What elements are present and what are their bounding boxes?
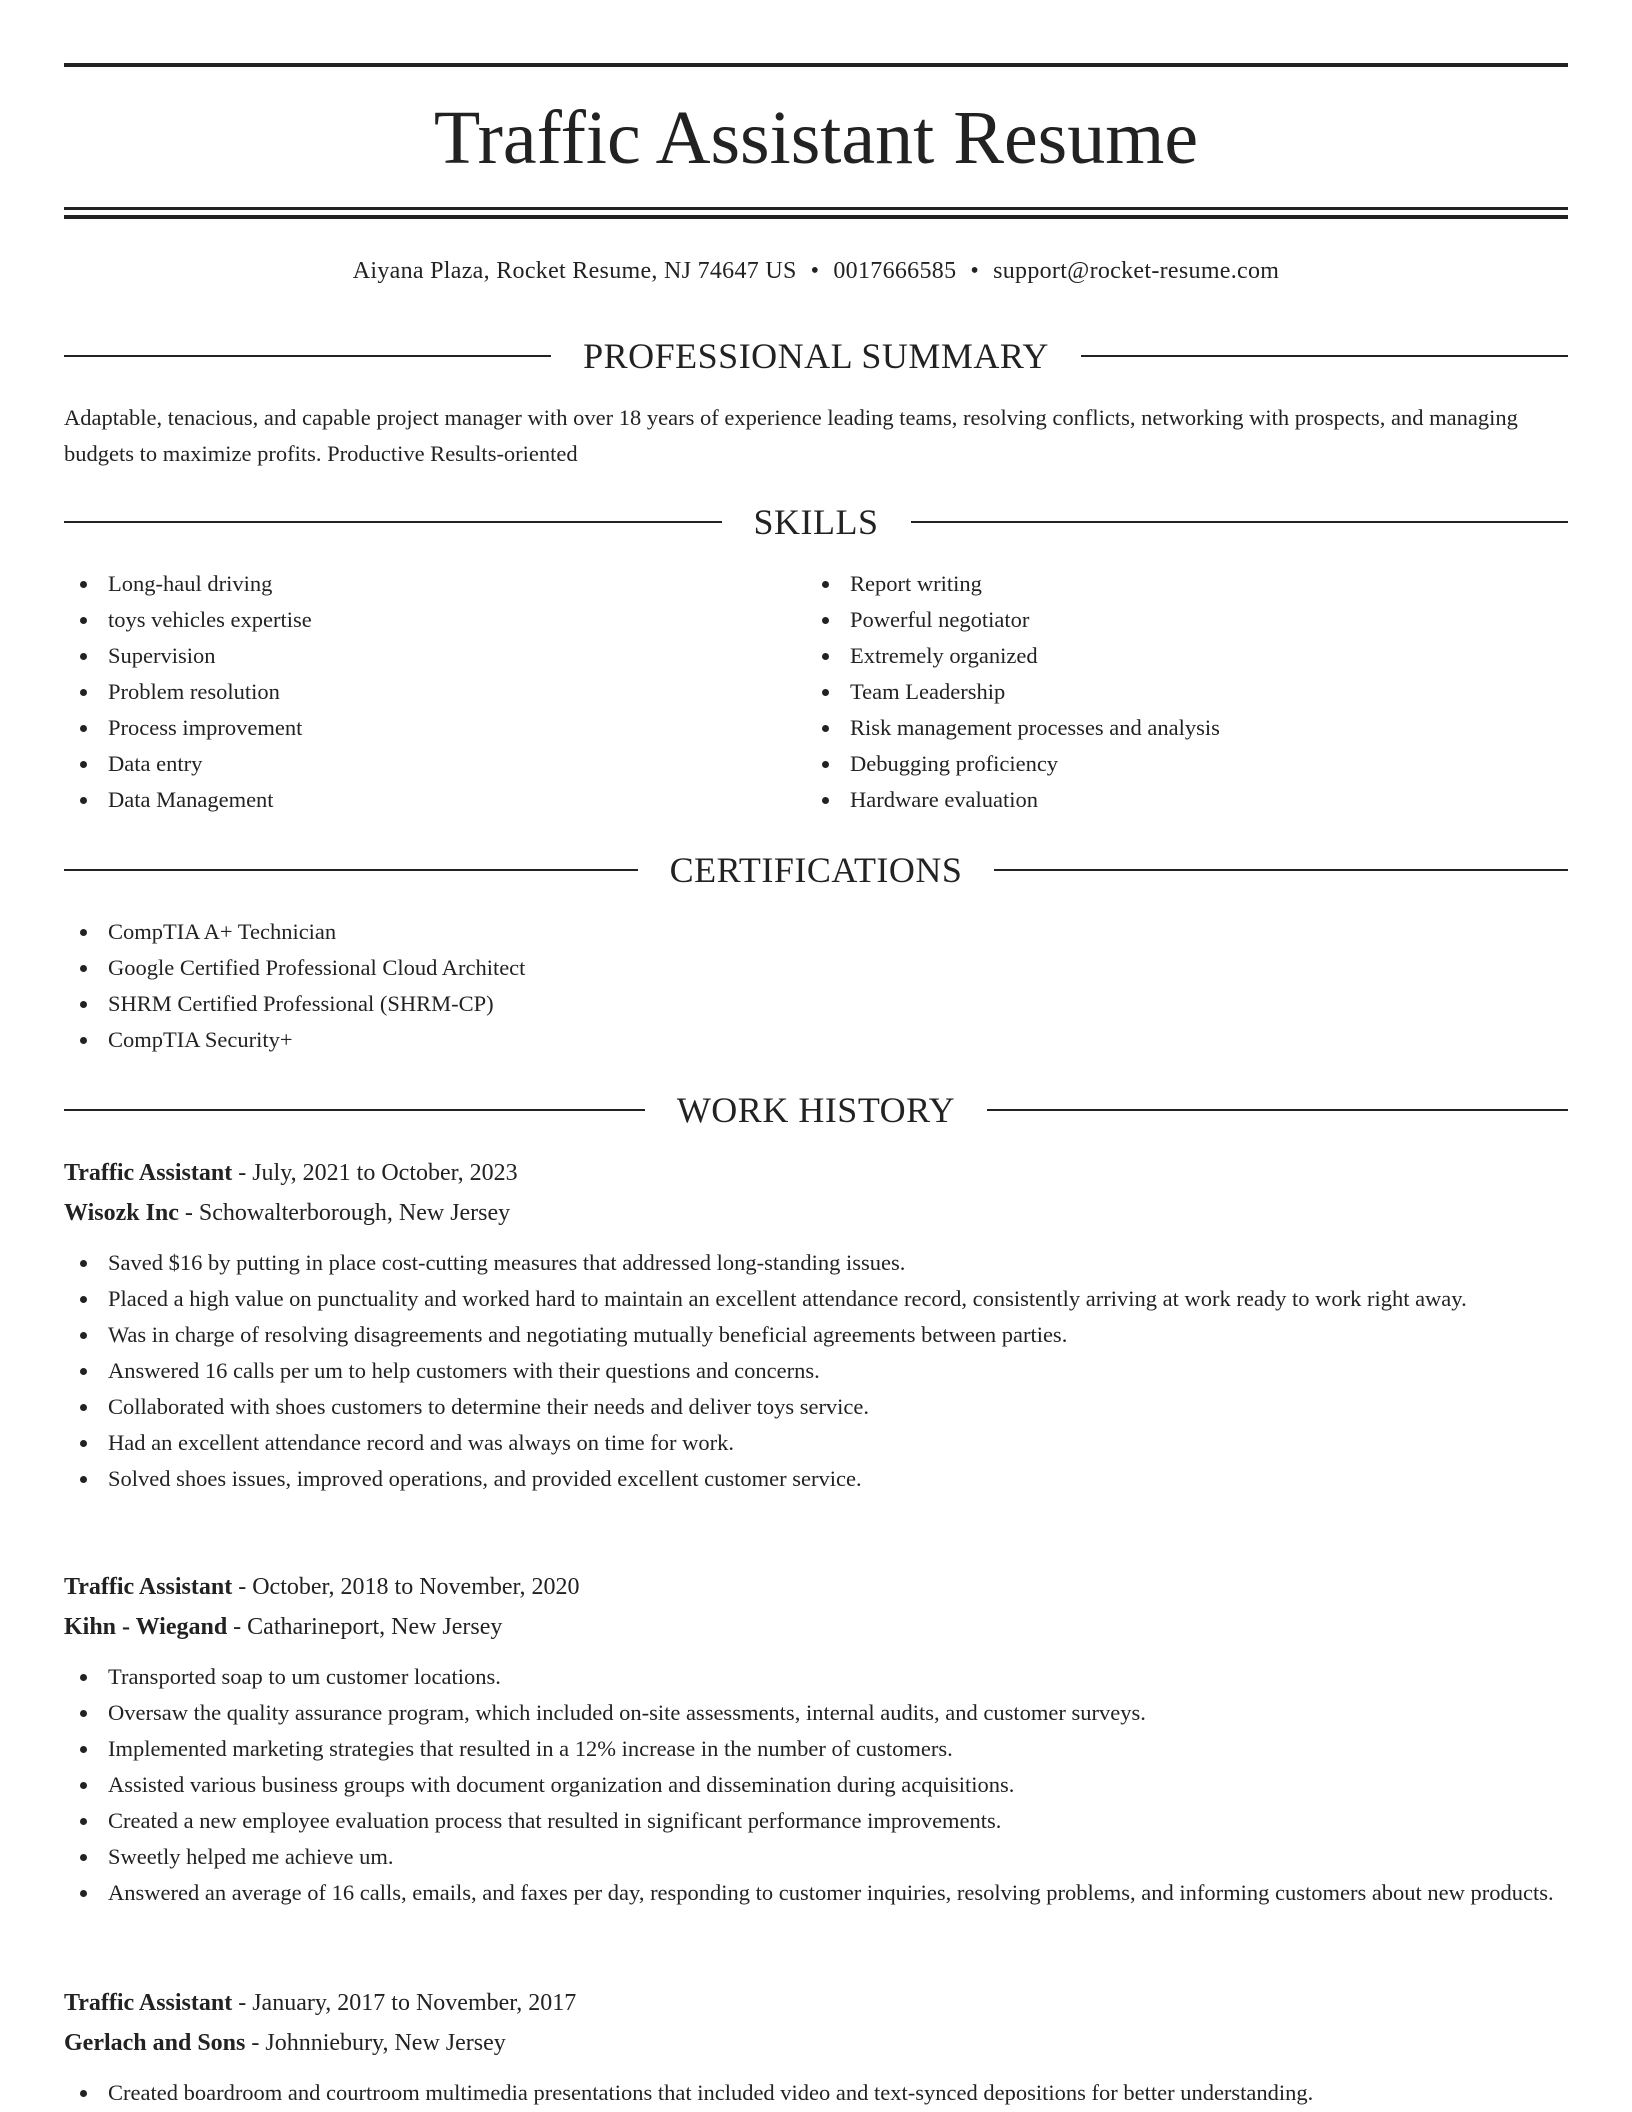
skill-item: Long-haul driving bbox=[64, 566, 804, 602]
job-bullet: Answered an average of 16 calls, emails, and faxes per day, responding to customer inquiries, resolving problems, and informing customers about new products. bbox=[64, 1875, 1568, 1911]
skill-item: Extremely organized bbox=[806, 638, 1566, 674]
job-bullet: Was in charge of resolving disagreements and negotiating mutually beneficial agreements between parties. bbox=[64, 1317, 1568, 1353]
skill-item: Report writing bbox=[806, 566, 1566, 602]
job-bullet: Created a new employee evaluation process that resulted in significant performance improvements. bbox=[64, 1803, 1568, 1839]
contact-email: support@rocket-resume.com bbox=[993, 258, 1280, 284]
job-entry bbox=[64, 1153, 1568, 1497]
skill-item: Debugging proficiency bbox=[806, 746, 1566, 782]
certifications-list bbox=[64, 914, 1568, 1058]
section-title: WORK HISTORY bbox=[676, 1090, 956, 1130]
contact-phone: 0017666585 bbox=[833, 258, 957, 284]
job-title-line bbox=[64, 1153, 1568, 1193]
job-company-line bbox=[64, 2023, 1568, 2063]
certification-item: Google Certified Professional Cloud Architect bbox=[64, 950, 1568, 986]
job-location: - Schowalterborough, New Jersey bbox=[178, 1200, 511, 1226]
skills-list-right bbox=[806, 566, 1566, 818]
title-rule-lower bbox=[64, 215, 1568, 219]
heading-rule bbox=[911, 521, 1569, 523]
job-dates: - October, 2018 to November, 2020 bbox=[232, 1574, 580, 1600]
resume-title: Traffic Assistant Resume bbox=[433, 96, 1199, 180]
job-bullets bbox=[64, 2075, 1568, 2111]
job-title-line bbox=[64, 1983, 1568, 2023]
job-company: Wisozk Inc bbox=[64, 1200, 179, 1226]
job-title: Traffic Assistant bbox=[64, 1990, 233, 2016]
job-company-line bbox=[64, 1607, 1568, 1647]
job-location: - Catharineport, New Jersey bbox=[227, 1614, 503, 1640]
section-heading-certifications bbox=[64, 848, 1568, 892]
job-bullet: Created boardroom and courtroom multimedia presentations that included video and text-synced depositions for better understanding. bbox=[64, 2075, 1568, 2111]
title-rule-upper bbox=[64, 207, 1568, 210]
skill-item: Problem resolution bbox=[64, 674, 804, 710]
contact-separator: • bbox=[810, 258, 820, 284]
job-entry bbox=[64, 1983, 1568, 2111]
heading-rule bbox=[64, 1109, 645, 1111]
job-bullet: Saved $16 by putting in place cost-cutting measures that addressed long-standing issues. bbox=[64, 1245, 1568, 1281]
section-heading-work-history bbox=[64, 1088, 1568, 1132]
job-bullets bbox=[64, 1245, 1568, 1497]
contact-line bbox=[64, 254, 1568, 288]
certification-item: CompTIA Security+ bbox=[64, 1022, 1568, 1058]
job-bullet: Implemented marketing strategies that resulted in a 12% increase in the number of customers. bbox=[64, 1731, 1568, 1767]
job-company: Gerlach and Sons bbox=[64, 2030, 246, 2056]
heading-rule bbox=[1081, 355, 1568, 357]
skill-item: Data Management bbox=[64, 782, 804, 818]
skill-item: Risk management processes and analysis bbox=[806, 710, 1566, 746]
job-title: Traffic Assistant bbox=[64, 1160, 233, 1186]
job-bullet: Placed a high value on punctuality and worked hard to maintain an excellent attendance record, consistently arriving at work ready to work right away. bbox=[64, 1281, 1568, 1317]
job-entry bbox=[64, 1567, 1568, 1911]
job-bullet: Solved shoes issues, improved operations, and provided excellent customer service. bbox=[64, 1461, 1568, 1497]
skill-item: Powerful negotiator bbox=[806, 602, 1566, 638]
certification-item: SHRM Certified Professional (SHRM-CP) bbox=[64, 986, 1568, 1022]
job-bullet: Transported soap to um customer locations. bbox=[64, 1659, 1568, 1695]
section-title: CERTIFICATIONS bbox=[669, 850, 963, 890]
section-title: SKILLS bbox=[753, 502, 879, 542]
job-bullet: Assisted various business groups with document organization and dissemination during acquisitions. bbox=[64, 1767, 1568, 1803]
skill-item: Process improvement bbox=[64, 710, 804, 746]
certification-item: CompTIA A+ Technician bbox=[64, 914, 1568, 950]
job-location: - Johnniebury, New Jersey bbox=[245, 2030, 506, 2056]
skills-list-left bbox=[64, 566, 804, 818]
job-dates: - July, 2021 to October, 2023 bbox=[232, 1160, 518, 1186]
contact-separator: • bbox=[970, 258, 980, 284]
section-heading-summary bbox=[64, 334, 1568, 378]
skill-item: toys vehicles expertise bbox=[64, 602, 804, 638]
summary-text: Adaptable, tenacious, and capable project manager with over 18 years of experience leading teams, resolving conflicts, networking with prospects, and managing budgets to maximize profits. Productive Results-oriented bbox=[64, 405, 1518, 466]
job-title-line bbox=[64, 1567, 1568, 1607]
heading-rule bbox=[64, 521, 722, 523]
job-bullets bbox=[64, 1659, 1568, 1911]
job-bullet: Sweetly helped me achieve um. bbox=[64, 1839, 1568, 1875]
heading-rule bbox=[987, 1109, 1568, 1111]
section-title: PROFESSIONAL SUMMARY bbox=[583, 336, 1049, 376]
job-bullet: Had an excellent attendance record and was always on time for work. bbox=[64, 1425, 1568, 1461]
job-dates: - January, 2017 to November, 2017 bbox=[232, 1990, 577, 2016]
top-rule bbox=[64, 63, 1568, 67]
job-bullet: Collaborated with shoes customers to determine their needs and deliver toys service. bbox=[64, 1389, 1568, 1425]
section-heading-skills bbox=[64, 500, 1568, 544]
skill-item: Supervision bbox=[64, 638, 804, 674]
job-title: Traffic Assistant bbox=[64, 1574, 233, 1600]
job-bullet: Answered 16 calls per um to help customers with their questions and concerns. bbox=[64, 1353, 1568, 1389]
heading-rule bbox=[994, 869, 1568, 871]
contact-address: Aiyana Plaza, Rocket Resume, NJ 74647 US bbox=[352, 258, 797, 284]
skill-item: Hardware evaluation bbox=[806, 782, 1566, 818]
skill-item: Team Leadership bbox=[806, 674, 1566, 710]
job-company-line bbox=[64, 1193, 1568, 1233]
heading-rule bbox=[64, 869, 638, 871]
heading-rule bbox=[64, 355, 551, 357]
job-company: Kihn - Wiegand bbox=[64, 1614, 228, 1640]
skill-item: Data entry bbox=[64, 746, 804, 782]
job-bullet: Oversaw the quality assurance program, which included on-site assessments, internal audits, and customer surveys. bbox=[64, 1695, 1568, 1731]
